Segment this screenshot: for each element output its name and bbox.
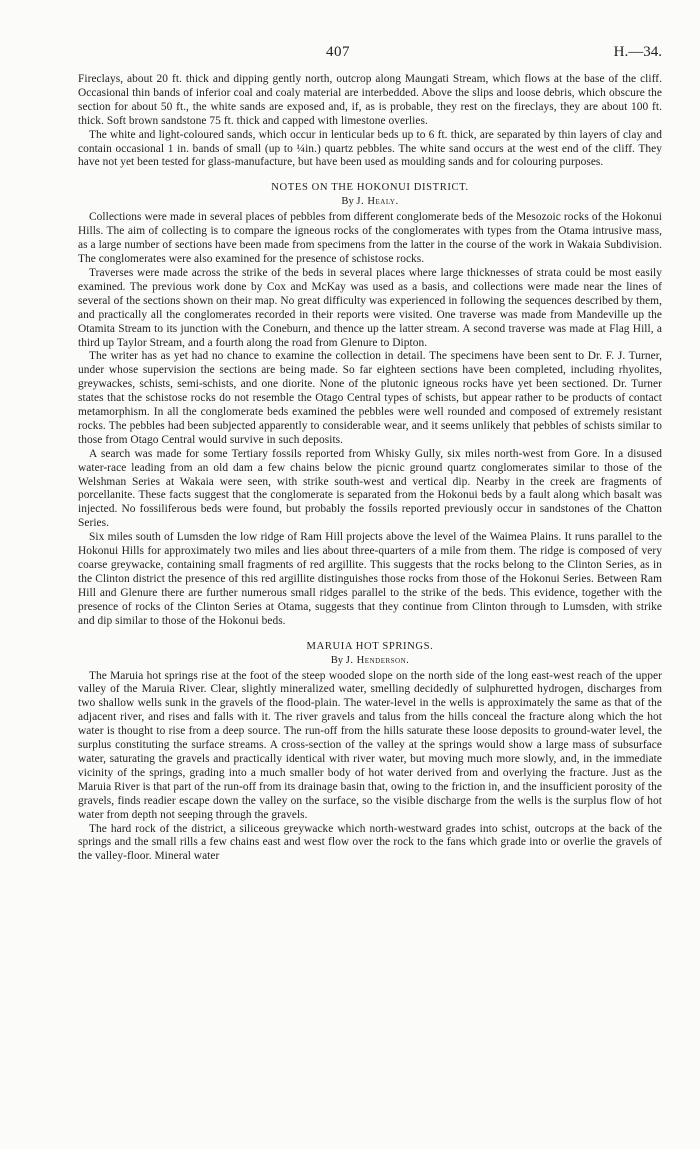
page-number: 407	[326, 44, 350, 60]
intro-paragraph-2: The white and light-coloured sands, which occur in lenticular beds up to 6 ft. thick, are separated by thin layers of clay and contain occasional 1 in. bands of small (up to ¼in.) quartz pebbles. The white sand occurs at the west end of the cliff. They have not yet been tested for glass-manufacture, but have been used as moulding sands and for colouring purposes.	[78, 128, 662, 169]
byline-prefix: By	[330, 654, 344, 666]
hokonui-paragraph-2: Traverses were made across the strike of the beds in several places where large thicknesses of strata could be most easily examined. The previous work done by Cox and McKay was used as a basis, and collections were made near the lines of several of the sections shown on their map. No great difficulty was experienced in following the sequences described by them, and practically all the conglomerates recorded in their reports were visited. One traverse was made from Mandeville up the Otamita Stream to its junction with the Coneburn, and thence up the latter stream. A second traverse was made at Flag Hill, a third up Taylor Stream, and a fourth along the road from Glenure to Dipton.	[78, 266, 662, 349]
hokonui-paragraph-5: Six miles south of Lumsden the low ridge of Ram Hill projects above the level of the Waimea Plains. It runs parallel to the Hokonui Hills for approximately two miles and lies about three-quarters of a mile from them. The ridge is composed of very coarse greywacke, containing small fragments of red argillite. This suggests that the rocks belong to the Clinton Series, as in the Clinton district the presence of this red argillite distinguishes those rocks from those of the Hokonui Series. Between Ram Hill and Glenure there are further numerous small ridges parallel to the strike of the beds. This evidence, together with the presence of rocks of the Clinton Series at Otama, suggests that they continue from Clinton through to Lumsden, with strike and dip similar to those of the Hokonui beds.	[78, 531, 662, 627]
maruia-paragraph-1: The Maruia hot springs rise at the foot of the steep wooded slope on the north side of the long east-west reach of the upper valley of the Maruia River. Clear, slightly mineralized water, smelling decidedly of sulphuretted hydrogen, discharges from two shallow wells sunk in the gravels of the flood-plain. The water-level in the wells is approximately the same as that of the adjacent river, and rises and falls with it. The river gravels and talus from the hills conceal the fracture along which the hot water is thought to rise from a deep source. The run-off from the hills saturate these loose deposits to ground-water level, the surplus constituting the surface streams. A cross-section of the valley at the springs would show a large mass of subsurface water, saturating the gravels and practically identical with river water, but moving much more slowly, and, in the immediate vicinity of the springs, grading into a much smaller body of hot water derived from and overlying the fracture. Just as the Maruia River is that part of the run-off from its drainage basin that, owing to the friction in, and the insufficient porosity of the gravels, finds readier escape down the valley on the surface, so the visible discharge from the wells is the surplus flow of hot water from depth not seeping through the gravels.	[78, 669, 662, 821]
hokonui-paragraph-3: The writer has as yet had no chance to examine the collection in detail. The specimens have been sent to Dr. F. J. Turner, under whose supervision the sections are being made. So far eighteen sections have been completed, including rhyolites, greywackes, schists, semi-schists, and one diorite. None of the plutonic igneous rocks have yet been sectioned. Dr. Turner states that the schistose rocks do not resemble the Otago Central types of schists, but appear rather to be products of contact metamorphism. In all the conglomerate beds examined the pebbles were well rounded and composed of extremely resistant rocks. The pebbles had been subjected apparently to considerable wear, and it seems unlikely that pebbles of schists similar to those from Otago Central would survive in such deposits.	[78, 350, 662, 446]
hokonui-paragraph-4: A search was made for some Tertiary fossils reported from Whisky Gully, six miles north-west from Gore. In a disused water-race leading from an old dam a few chains below the picnic ground quartz conglomerates similar to those of the Welshman Series at Wakaia were seen, with strike south-west and vertical dip. Nearby in the creek are fragments of porcellanite. These facts suggest that the conglomerate is separated from the Hokonui beds by a fault along which basalt was injected. No fossiliferous beds were found, but probably the fossils reported previously occur in sandstones of the Chatton Series.	[78, 447, 662, 530]
byline-prefix: By	[341, 196, 354, 208]
author-name: J. Henderson.	[345, 654, 410, 666]
maruia-paragraph-2: The hard rock of the district, a siliceous greywacke which north-westward grades into schist, outcrops at the back of the springs and the small rills a few chains east and west flow over the rock to the fans which grade into or overlie the gravels of the valley-floor. Mineral water	[78, 822, 662, 863]
document-reference: H.—34.	[613, 44, 662, 60]
page-header	[0, 44, 700, 64]
section-byline-hokonui	[78, 195, 662, 208]
section-byline-maruia	[78, 654, 662, 667]
page-body	[78, 73, 662, 864]
intro-paragraph-1: Fireclays, about 20 ft. thick and dipping gently north, outcrop along Maungati Stream, which flows at the base of the cliff. Occasional thin bands of inferior coal and coaly material are interbedded. Above the slips and loose debris, which obscure the section for about 50 ft., the white sands are exposed and, if, as is probable, they rest on the fireclays, they are about 100 ft. thick. Soft brown sandstone 75 ft. thick and capped with limestone overlies.	[78, 73, 662, 127]
section-title-hokonui: NOTES ON THE HOKONUI DISTRICT.	[271, 182, 469, 194]
section-title-maruia: MARUIA HOT SPRINGS.	[306, 640, 434, 652]
author-name: J. Healy.	[356, 196, 399, 208]
hokonui-paragraph-1: Collections were made in several places of pebbles from different conglomerate beds of the Mesozoic rocks of the Hokonui Hills. The aim of collecting is to compare the igneous rocks of the conglomerates with types from the Otama intrusive mass, as a large number of sections have been made from specimens from the latter in the course of the work in Wakaia Subdivision. The conglomerates were also examined for the presence of schistose rocks.	[78, 211, 662, 266]
